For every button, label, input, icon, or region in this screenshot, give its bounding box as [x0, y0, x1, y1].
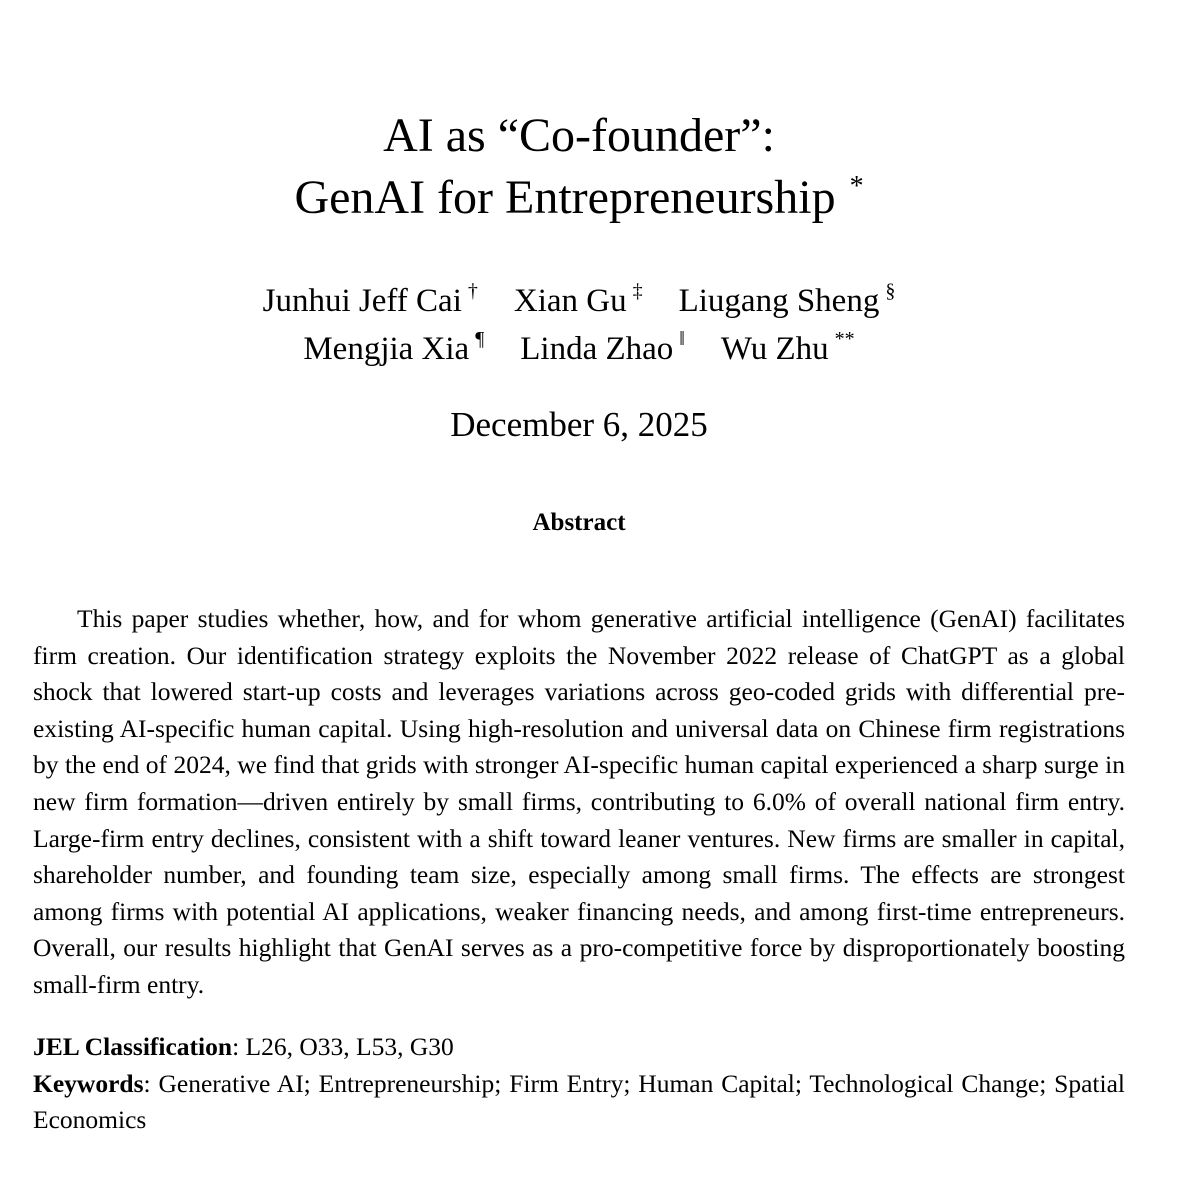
author-name: Wu Zhu	[720, 331, 829, 367]
author-name: Junhui Jeff Cai	[262, 283, 462, 319]
abstract-heading: Abstract	[532, 509, 626, 536]
author-name: Liugang Sheng	[678, 283, 880, 319]
paper-title	[33, 105, 1125, 229]
author-footnote-mark[interactable]: §	[885, 280, 896, 302]
title-line-2-text: GenAI for Entrepreneurship	[294, 171, 836, 224]
author-name: Mengjia Xia	[303, 331, 470, 367]
paper-date: December 6, 2025	[450, 405, 708, 444]
author-name: Xian Gu	[513, 283, 627, 319]
author-name: Linda Zhao	[520, 331, 674, 367]
author-row-1	[33, 277, 1125, 325]
jel-classification	[33, 1029, 1125, 1066]
title-line-2	[33, 167, 1125, 229]
keywords-label: Keywords	[33, 1068, 144, 1098]
author	[514, 277, 643, 325]
author-footnote-mark[interactable]: ‖	[679, 328, 685, 350]
jel-label: JEL Classification	[33, 1032, 233, 1062]
author	[520, 325, 685, 373]
author	[263, 277, 478, 325]
jel-codes: : L26, O33, L53, G30	[232, 1032, 454, 1062]
keywords-list: : Generative AI; Entrepreneurship; Firm Entry; Human Capital; Technological Change; Spatial Economics	[33, 1068, 1125, 1135]
paper-first-page	[33, 0, 1125, 1139]
author-row-2	[33, 325, 1125, 373]
author-footnote-mark[interactable]: ‡	[632, 280, 643, 302]
author-footnote-mark[interactable]: **	[834, 328, 855, 350]
title-line-1: AI as “Co-founder”:	[383, 109, 775, 162]
author-footnote-mark[interactable]: ¶	[475, 328, 485, 350]
author	[721, 325, 855, 373]
abstract-body: This paper studies whether, how, and for whom generative artificial intelligence (GenAI) facilitates firm creation. Our identification strategy exploits the November 2022 release of ChatGPT as a global shock that lowered start-up costs and leverages variations across geo-coded grids with differential pre-existing AI-specific human capital. Using high-resolution and universal data on Chinese firm registrations by the end of 2024, we find that grids with stronger AI-specific human capital experienced a sharp surge in new firm formation—driven entirely by small firms, contributing to 6.0% of overall national firm entry. Large-firm entry declines, consistent with a shift toward leaner ventures. New firms are smaller in capital, shareholder number, and founding team size, especially among small firms. The effects are strongest among firms with potential AI applications, weaker financing needs, and among first-time entrepreneurs. Overall, our results highlight that GenAI serves as a pro-competitive force by disproportionately boosting small-firm entry.	[33, 604, 1125, 999]
author	[679, 277, 896, 325]
keywords	[33, 1066, 1125, 1139]
author-footnote-mark[interactable]: †	[467, 280, 478, 302]
author-list	[33, 277, 1125, 373]
author	[303, 325, 484, 373]
title-footnote-mark[interactable]: *	[849, 171, 864, 202]
